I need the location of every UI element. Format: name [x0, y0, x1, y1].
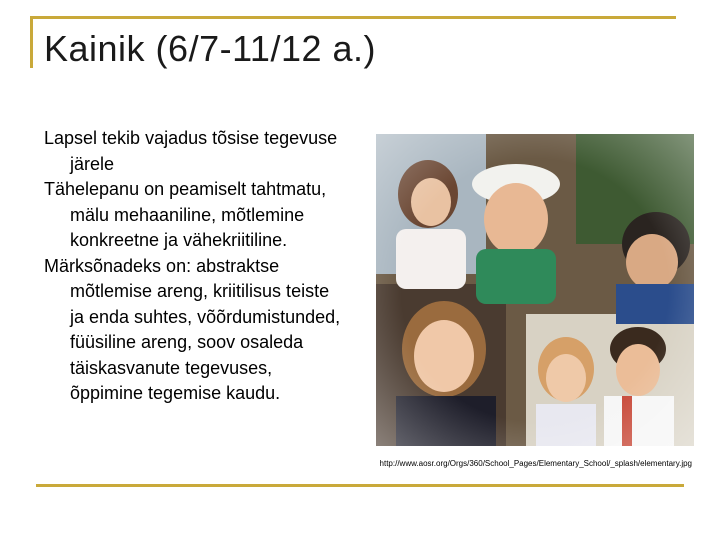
image-caption: http://www.aosr.org/Orgs/360/School_Pages/Elementary_School/_splash/elementary.jpg	[379, 459, 692, 468]
paragraph-2: Tähelepanu on peamiselt tahtmatu, mälu mehaaniline, mõtlemine konkreetne ja vähekriitiline.	[44, 179, 327, 250]
slide-title: Kainik (6/7-11/12 a.)	[44, 28, 377, 69]
children-photo	[376, 134, 694, 446]
title-top-rule	[30, 16, 676, 19]
body-text	[44, 126, 344, 407]
paragraph-1: Lapsel tekib vajadus tõsise tegevuse järele	[44, 128, 338, 174]
paragraph-3: Märksõnadeks on: abstraktse mõtlemise areng, kriitilisus teiste ja enda suhtes, võõrdumistunded, füüsiline areng, soov osaleda täiskasvanute tegevuses, õppimine tegemise kaudu.	[44, 255, 341, 403]
title-left-rule	[30, 16, 33, 68]
bottom-rule	[36, 484, 684, 487]
